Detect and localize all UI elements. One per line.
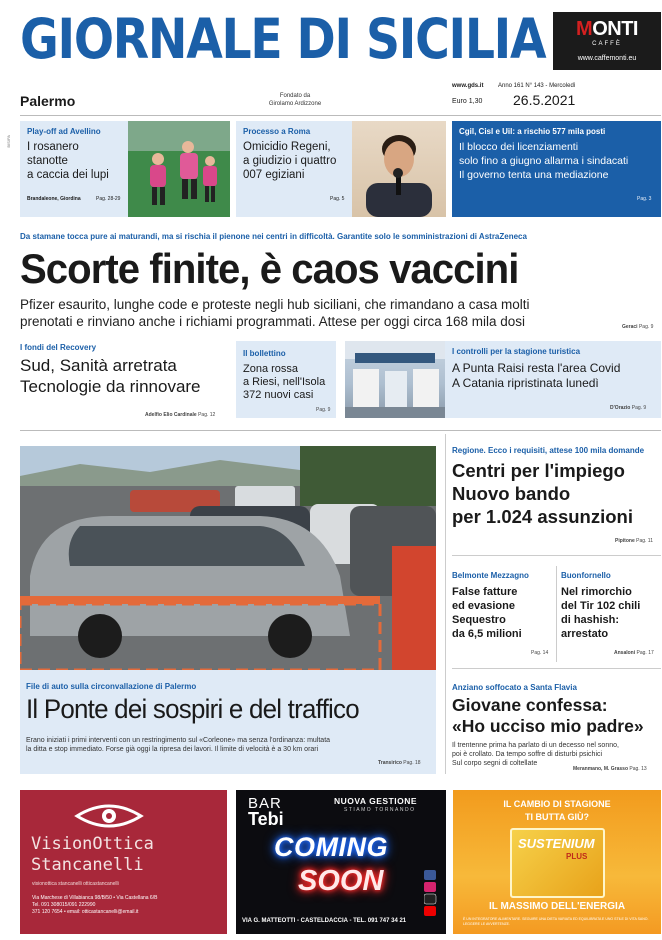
- headline-line: a giudizio i quattro: [243, 155, 337, 167]
- page-ref: Pag. 14: [531, 650, 549, 656]
- founded-line-2: Girolamo Ardizzone: [268, 101, 322, 107]
- site-url[interactable]: www.gds.it: [452, 83, 484, 89]
- page-ref: Pag. 28-29: [96, 196, 121, 202]
- bollettino-headline: [243, 363, 325, 402]
- sustenium-plus: PLUS: [566, 852, 588, 861]
- kicker: Play-off ad Avellino: [27, 127, 101, 136]
- headline-line: A Punta Raisi resta l'area Covid: [452, 361, 621, 375]
- founded-note: [250, 92, 340, 108]
- belmonte-kicker: Belmonte Mezzagno: [452, 571, 529, 580]
- page-ref: [622, 324, 653, 330]
- address-line: Tel. 091 308015/091 222990: [32, 902, 96, 908]
- vision-address: [32, 895, 222, 916]
- headline-line: per 1.024 assunzioni: [452, 506, 633, 527]
- headline-line: Zona rossa: [243, 363, 299, 375]
- masthead-title: GIORNALE DI SICILIA: [20, 7, 546, 71]
- text-line: la ditta e stop immediato. Forse già oggi la ripresa dei lavori. Il limite di velocità è a 30 km orari: [26, 746, 319, 753]
- side-code: BIS/PA: [6, 135, 11, 148]
- headline-line: 007 egiziani: [243, 169, 305, 181]
- headline-line: Tecnologie da rinnovare: [20, 377, 201, 396]
- headline-line: I rosanero: [27, 141, 79, 153]
- bar-label: BAR: [248, 795, 282, 812]
- impiego-kicker: Regione. Ecco i requisiti, attese 100 mila domande: [452, 446, 645, 455]
- buonfornello-kicker: Buonfornello: [561, 571, 611, 580]
- main-deck: [20, 296, 620, 330]
- page-ref: [145, 412, 215, 418]
- page-number: Pag. 13: [629, 766, 647, 772]
- monti-logo: [553, 18, 661, 41]
- brand-line: Stancanelli: [31, 855, 144, 875]
- edition-city: Palermo: [20, 93, 76, 109]
- tebi-label: Tebi: [248, 809, 284, 829]
- giovane-headline[interactable]: [452, 695, 644, 737]
- issue-date: 26.5.2021: [513, 92, 576, 108]
- byline: Transirico: [378, 760, 402, 766]
- headline-line: 372 nuovi casi: [243, 389, 314, 401]
- divider: [452, 555, 661, 556]
- divider: [452, 668, 661, 669]
- headline-line: da 6,5 milioni: [452, 628, 522, 640]
- divider: [20, 430, 661, 431]
- stiamo-tornando: STIAMO TORNANDO: [344, 807, 416, 813]
- page-ref: [614, 650, 654, 656]
- sustenium-name: SUSTENIUM: [518, 836, 595, 851]
- giovane-text: [452, 741, 661, 768]
- headline-line: False fatture: [452, 586, 518, 598]
- sustenium-line-1: IL CAMBIO DI STAGIONE: [503, 799, 611, 809]
- ponte-text: [26, 736, 396, 754]
- recovery-headline[interactable]: [20, 355, 201, 397]
- headline-line: A Catania ripristinata lunedì: [452, 376, 599, 390]
- page-number: Pag. 18: [403, 760, 421, 766]
- airport-illustration: [345, 341, 445, 418]
- recovery-kicker: I fondi del Recovery: [20, 343, 97, 352]
- vision-social: visionottica stancanelli otticastancanelli: [32, 881, 119, 887]
- page-ref: [610, 405, 646, 411]
- man-microphone-illustration: [352, 121, 446, 217]
- sustenium-slogan: IL MASSIMO DELL'ENERGIA: [488, 901, 626, 912]
- photo-man-microphone: [352, 121, 446, 217]
- monti-caffe-ad[interactable]: [553, 12, 661, 70]
- belmonte-headline[interactable]: [452, 585, 522, 641]
- headline-line: a Riesi, nell'Isola: [243, 376, 326, 388]
- address-line: Via Marchese di Villabianca 98/B/50 • Via Castellana 6/B: [32, 895, 158, 901]
- monti-logo-m: M: [576, 18, 593, 40]
- page-ref: Pag. 3: [637, 196, 652, 202]
- social-icons: [424, 870, 438, 916]
- main-headline[interactable]: Scorte finite, è caos vaccini: [20, 245, 519, 292]
- byline: Adelfio Elio Cardinale: [145, 412, 197, 418]
- founded-line-1: Fondato da: [279, 93, 311, 99]
- divider: [445, 434, 446, 774]
- headline-line: «Ho ucciso mio padre»: [452, 716, 644, 736]
- page-ref: [615, 538, 653, 544]
- sustenium-ad[interactable]: [453, 790, 661, 934]
- headline-line: stanotte: [27, 155, 68, 167]
- byline: Geraci: [622, 324, 638, 330]
- divider: [556, 566, 557, 662]
- headline-line: Nel rimorchio: [561, 586, 632, 598]
- address-line: 371 120 7654 • email: otticastancanelli@email.it: [32, 909, 139, 915]
- impiego-headline[interactable]: [452, 459, 633, 528]
- text-line: poi è crollato. Da tempo soffre di disturbi psichici: [452, 751, 603, 758]
- byline: Pipitone: [615, 538, 635, 544]
- vision-brand: [31, 834, 154, 876]
- headline-line: Omicidio Regeni,: [243, 141, 331, 153]
- ponte-headline[interactable]: Il Ponte dei sospiri e del traffico: [26, 694, 359, 724]
- page-number: Pag. 9: [631, 405, 647, 411]
- text-line: Il trentenne prima ha parlato di un decesso nel sonno,: [452, 742, 619, 749]
- bollettino-kicker: Il bollettino: [243, 349, 286, 358]
- turistica-headline: [452, 361, 620, 391]
- divider: [20, 115, 661, 116]
- visionottica-ad[interactable]: [20, 790, 227, 934]
- giovane-kicker: Anziano soffocato a Santa Flavia: [452, 683, 577, 692]
- headline-line: Centri per l'impiego: [452, 460, 625, 481]
- soon-neon: SOON: [298, 865, 384, 897]
- headline-line: Sud, Sanità arretrata: [20, 356, 177, 375]
- deck-line: Pfizer esaurito, lunghe code e proteste negli hub siciliani, che rimandano a casa molti: [20, 297, 530, 312]
- turistica-kicker: I controlli per la stagione turistica: [452, 347, 581, 356]
- page-number: Pag. 12: [198, 412, 216, 418]
- story-box-licenziamenti[interactable]: [452, 121, 661, 217]
- page-ref: [573, 766, 647, 772]
- sustenium-line-2: TI BUTTA GIÙ?: [525, 812, 589, 822]
- kicker: Cgil, Cisl e Uil: a rischio 577 mila posti: [459, 127, 606, 136]
- photo-footballers: [128, 121, 230, 217]
- price: Euro 1,30: [452, 98, 483, 105]
- byline: Meranmano, M. Grasso: [573, 766, 629, 772]
- headline-line: Giovane confessa:: [452, 695, 608, 715]
- monti-logo-rest: ONTI: [592, 18, 638, 40]
- nuova-gestione: NUOVA GESTIONE: [334, 796, 418, 806]
- headline-line: Il governo tenta una mediazione: [459, 169, 609, 181]
- text-line: Erano iniziati i primi interventi con un restringimento sul «Corleone» ma senza l'ordinanza: multata: [26, 737, 331, 744]
- headline-line: ed evasione: [452, 600, 515, 612]
- photo-traffic-jam[interactable]: [20, 446, 436, 670]
- page-number: Pag. 17: [636, 650, 654, 656]
- page-ref: Pag. 9: [316, 407, 331, 413]
- page-number: Pag. 11: [636, 538, 653, 544]
- ponte-kicker: File di auto sulla circonvallazione di Palermo: [26, 682, 197, 691]
- headline-line: solo fino a giugno allarma i sindacati: [459, 155, 629, 167]
- sustenium-pack: [510, 828, 605, 898]
- footballers-illustration: [128, 121, 230, 217]
- monti-sub: CAFFÈ: [592, 41, 622, 47]
- kicker: Processo a Roma: [243, 127, 311, 136]
- headline-line: Nuovo bando: [452, 483, 571, 504]
- headline-line: del Tir 102 chili: [561, 600, 641, 612]
- page-number: Pag. 9: [638, 324, 654, 330]
- headline-line: a caccia dei lupi: [27, 169, 109, 181]
- coming-neon: COMING: [274, 832, 388, 862]
- photo-airport-area: [345, 341, 445, 418]
- text-line: Sul corpo segni di coltellate: [452, 760, 538, 767]
- page-ref: [378, 760, 421, 766]
- main-kicker: Da stamane tocca pure ai maturandi, ma si rischia il pienone nei centri in difficoltà. Garantite solo le somministrazioni di AstraZeneca: [20, 232, 527, 241]
- bar-tebi-ad[interactable]: [236, 790, 446, 934]
- byline: Ansaloni: [614, 650, 636, 656]
- deck-line: prenotati e rinviano anche i richiami programmati. Attese per oggi circa 168 mila dosi: [20, 314, 525, 329]
- byline: D'Orazio: [610, 405, 631, 411]
- brand-line: VisionOttica: [31, 834, 154, 854]
- bar-address: VIA G. MATTEOTTI - CASTELDACCIA - TEL. 091 747 34 21: [242, 918, 407, 924]
- headline-line: di hashish:: [561, 614, 620, 626]
- eye-logo-icon: [73, 802, 145, 830]
- headline-line: Il blocco dei licenziamenti: [459, 141, 579, 153]
- headline-line: Sequestro: [452, 614, 506, 626]
- monti-url: www.caffemonti.eu: [577, 55, 637, 62]
- buonfornello-headline[interactable]: [561, 585, 640, 641]
- sustenium-fineprint: È UN INTEGRATORE ALIMENTARE. SEGUIRE UNA DIETA VARIATA ED EQUILIBRATA E UNO STILE DI VITA SANO. LEGGERE LE AVVERTENZE.: [463, 917, 649, 926]
- byline: Brandaleone, Giordina: [27, 196, 81, 202]
- issue-number: Anno 161 N° 143 - Mercoledì: [498, 83, 576, 89]
- traffic-illustration: [20, 446, 436, 670]
- headline-line: arrestato: [561, 628, 609, 640]
- page-ref: Pag. 5: [330, 196, 345, 202]
